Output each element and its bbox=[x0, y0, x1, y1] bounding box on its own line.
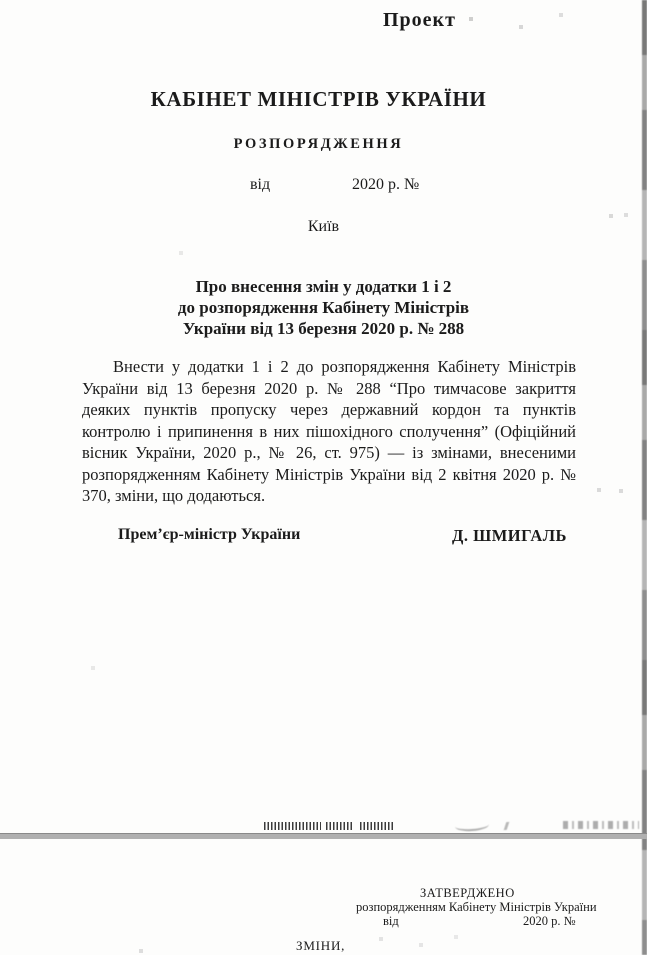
document-title-line2: до розпорядження Кабінету Міністрів bbox=[177, 298, 470, 317]
document-type-heading: РОЗПОРЯДЖЕННЯ bbox=[233, 136, 404, 152]
approval-date-number-blank: 2020 р. № bbox=[523, 914, 576, 928]
document-title-line1: Про внесення змін у додатки 1 і 2 bbox=[195, 277, 452, 296]
page-break-divider bbox=[0, 833, 647, 839]
scan-edge-streak bbox=[642, 0, 647, 955]
city-label: Київ bbox=[307, 218, 340, 235]
barcode-group-1 bbox=[264, 822, 321, 830]
date-prefix: від bbox=[250, 176, 271, 193]
faded-stamp-text bbox=[563, 821, 639, 829]
changes-section-heading: ЗМІНИ, bbox=[296, 938, 346, 953]
draft-label: Проект bbox=[383, 9, 456, 31]
document-title bbox=[0, 276, 647, 339]
organization-name: КАБІНЕТ МІНІСТРІВ УКРАЇНИ bbox=[150, 87, 487, 111]
barcode-group-2 bbox=[326, 822, 354, 830]
signature-name: Д. ШМИГАЛЬ bbox=[452, 526, 567, 545]
scan-noise-specks bbox=[0, 0, 2, 2]
document-title-line3: України від 13 березня 2020 р. № 288 bbox=[182, 319, 465, 338]
approval-date-prefix: від bbox=[383, 914, 399, 928]
body-paragraph: Внести у додатки 1 і 2 до розпорядження Кабінету Міністрів України від 13 березня 2020 р. № 288 “Про тимчасове закриття деяких пунктів пропуску через державний кордон та пунктів контролю і припинення в них пішохідного сполучення” (Офіційний вісник України, 2020 р., № 26, ст. 975) — із змінами, внесеними розпорядженням Кабінету Міністрів України від 2 квітня 2020 р. № 370, зміни, що додаються. bbox=[82, 357, 576, 505]
approved-label: ЗАТВЕРДЖЕНО bbox=[420, 886, 515, 900]
registration-barcode bbox=[264, 822, 393, 830]
approved-by-line: розпорядженням Кабінету Міністрів України bbox=[356, 900, 597, 914]
signature-role: Прем’єр-міністр України bbox=[118, 526, 301, 543]
barcode-group-3 bbox=[360, 822, 393, 830]
handwritten-mark bbox=[455, 819, 490, 832]
date-number-blank: 2020 р. № bbox=[352, 176, 420, 193]
handwritten-mark-stroke bbox=[504, 822, 510, 830]
